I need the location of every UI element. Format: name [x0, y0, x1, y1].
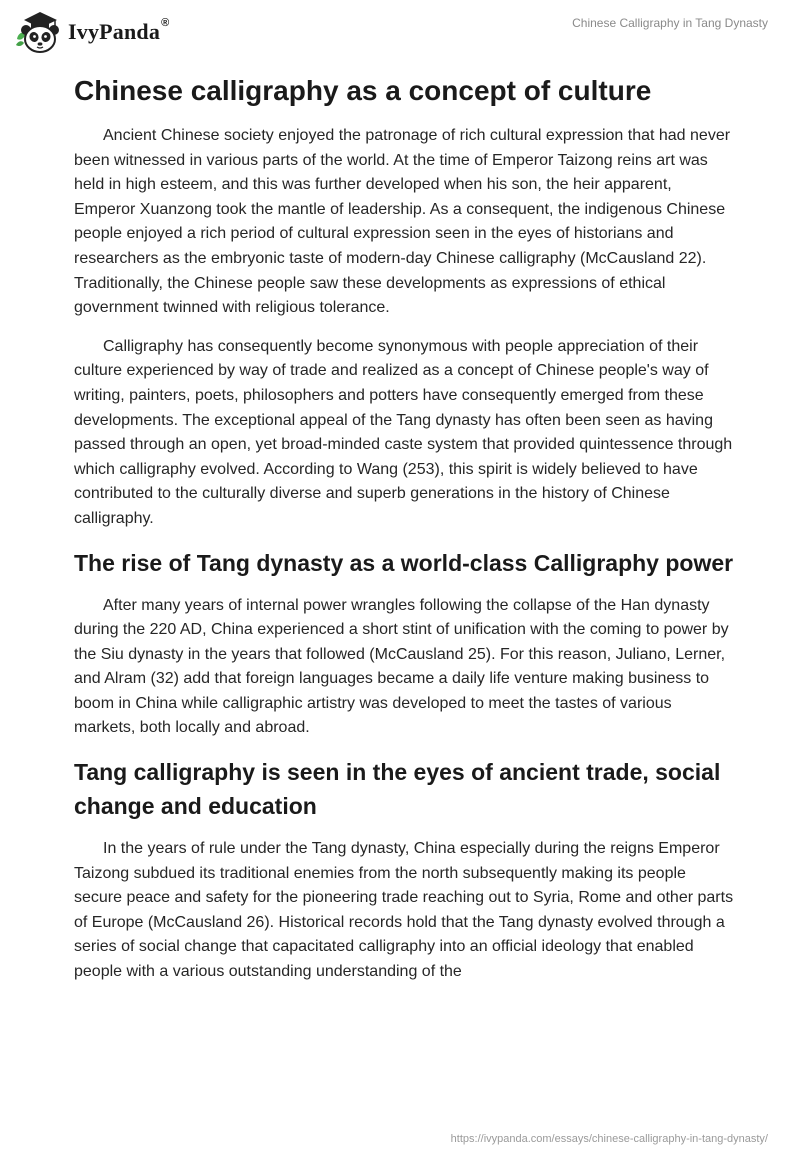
paragraph-3: After many years of internal power wrangles following the collapse of the Han dynasty during the 220 AD, China experienced a short stint of unification with the coming to power by the Siu dynasty in the years that followed (McCausland 25). For this reason, Juliano, Lerner, and Alram (32) add that foreign languages became a daily life venture making business to boom in China while calligraphic artistry was developed to meet the tastes of various markets, both locally and abroad.	[74, 596, 729, 737]
ivypanda-logo[interactable]	[14, 9, 169, 55]
page-header	[0, 0, 800, 64]
heading-culture-concept: Chinese calligraphy as a concept of culture	[74, 75, 652, 106]
running-title: Chinese Calligraphy in Tang Dynasty	[572, 16, 768, 30]
paragraph-2: Calligraphy has consequently become synonymous with people appreciation of their culture experienced by way of trade and realized as a concept of Chinese people's way of writing, painters, poets, philosophers and potters have consequently emerged from these developments. The exceptional appeal of the Tang dynasty has often been seen as having passed through an open, yet broad-minded caste system that provided quintessence through which calligraphy evolved. According to Wang (253), this spirit is widely believed to have contributed to the culturally diverse and superb generations in the history of Chinese calligraphy.	[74, 337, 733, 527]
brand-name: IvyPanda®	[68, 17, 170, 44]
essay-content	[74, 72, 734, 999]
heading-rise-of-tang: The rise of Tang dynasty as a world-class Calligraphy power	[74, 549, 734, 576]
panda-graduate-icon	[14, 9, 62, 55]
heading-trade-social-education: Tang calligraphy is seen in the eyes of ancient trade, social change and education	[74, 759, 721, 820]
paragraph-4: In the years of rule under the Tang dynasty, China especially during the reigns Emperor Taizong subdued its traditional enemies from the north subsequently making its people secure peace and safety for the pioneering trade reaching out to Syria, Rome and other parts of Europe (McCausland 26). Historical records hold that the Tang dynasty evolved through a series of social change that capacitated calligraphy into an official ideology that enabled people with a various outstanding understanding of the	[74, 840, 734, 981]
paragraph-1: Ancient Chinese society enjoyed the patronage of rich cultural expression that had never been witnessed in various parts of the world. At the time of Emperor Taizong reins art was held in high esteem, and this was further developed when his son, the heir apparent, Emperor Xuanzong took the mantle of leadership. As a consequent, the indigenous Chinese people enjoyed a rich period of cultural expression seen in the eyes of historians and researchers as the embryonic taste of modern-day Chinese calligraphy (McCausland 22). Traditionally, the Chinese people saw these developments as expressions of ethical government twinned with religious tolerance.	[74, 127, 731, 317]
source-url[interactable]: https://ivypanda.com/essays/chinese-calligraphy-in-tang-dynasty/	[450, 1133, 768, 1145]
registered-mark: ®	[161, 17, 170, 29]
